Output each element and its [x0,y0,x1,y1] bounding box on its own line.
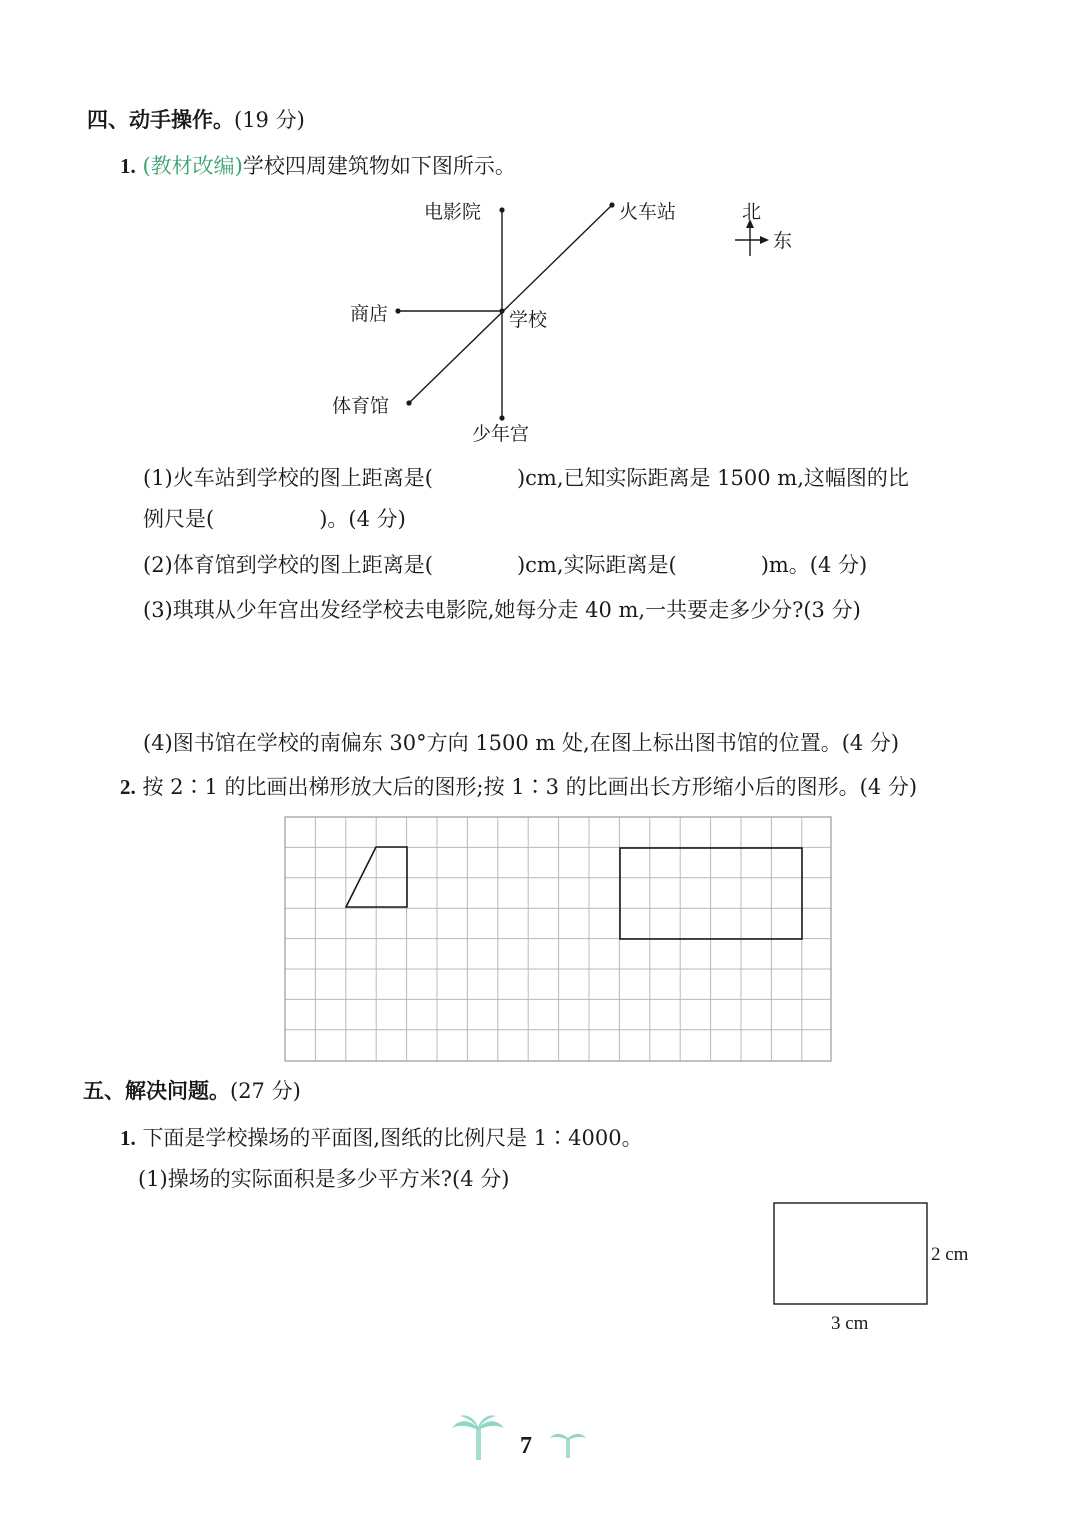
question-1-text: 学校四周建筑物如下图所示。 [242,154,516,178]
sub1-part-b: )cm,已知实际距离是 1500 m,这幅图的比 [516,466,909,490]
label-cinema: 电影院 [424,201,482,223]
question-1-number: 1. [120,154,136,178]
compass-east-label: 东 [773,230,793,252]
subquestion-4: (4)图书馆在学校的南偏东 30°方向 1500 m 处,在图上标出图书馆的位置。(4 分) [143,731,900,755]
section-5-question-1-text: 下面是学校操场的平面图,图纸的比例尺是 1∶4000。 [142,1126,643,1150]
section-5-subquestion-1: (1)操场的实际面积是多少平方米?(4 分) [138,1167,510,1191]
section-5-question-1-number: 1. [120,1126,136,1150]
question-2-number: 2. [120,775,136,799]
compass-north-label: 北 [742,201,762,223]
sub1-part-c: 例尺是( [143,507,215,531]
question-1-source: (教材改编) [142,154,243,178]
sub2-part-a: (2)体育馆到学校的图上距离是( [143,553,433,577]
label-shop: 商店 [350,303,389,325]
sub2-part-b: )cm,实际距离是( [516,553,677,577]
section-5-points: (27 分) [230,1079,301,1103]
section-4-points: (19 分) [234,108,305,132]
label-school: 学校 [509,309,548,331]
width-label: 3 cm [831,1313,869,1334]
section-4-title: 四、动手操作。 [87,108,234,132]
palm-tree-icon [550,1434,586,1458]
playground-rectangle [774,1203,927,1304]
section-5-title: 五、解决问题。 [83,1079,230,1103]
page-number: 7 [520,1433,532,1459]
sub1-part-a: (1)火车站到学校的图上距离是( [143,466,433,490]
label-gym: 体育馆 [332,395,390,417]
question-2-text: 按 2∶1 的比画出梯形放大后的图形;按 1∶3 的比画出长方形缩小后的图形。(4 分) [142,775,918,799]
label-station: 火车站 [619,201,677,223]
sub2-part-c: )m。(4 分) [760,553,868,577]
height-label: 2 cm [931,1244,969,1265]
label-palace: 少年宫 [472,423,530,445]
palm-tree-icon [452,1415,504,1460]
sub1-part-d: )。(4 分) [319,507,406,531]
subquestion-3: (3)琪琪从少年宫出发经学校去电影院,她每分走 40 m,一共要走多少分?(3 分) [143,598,861,622]
